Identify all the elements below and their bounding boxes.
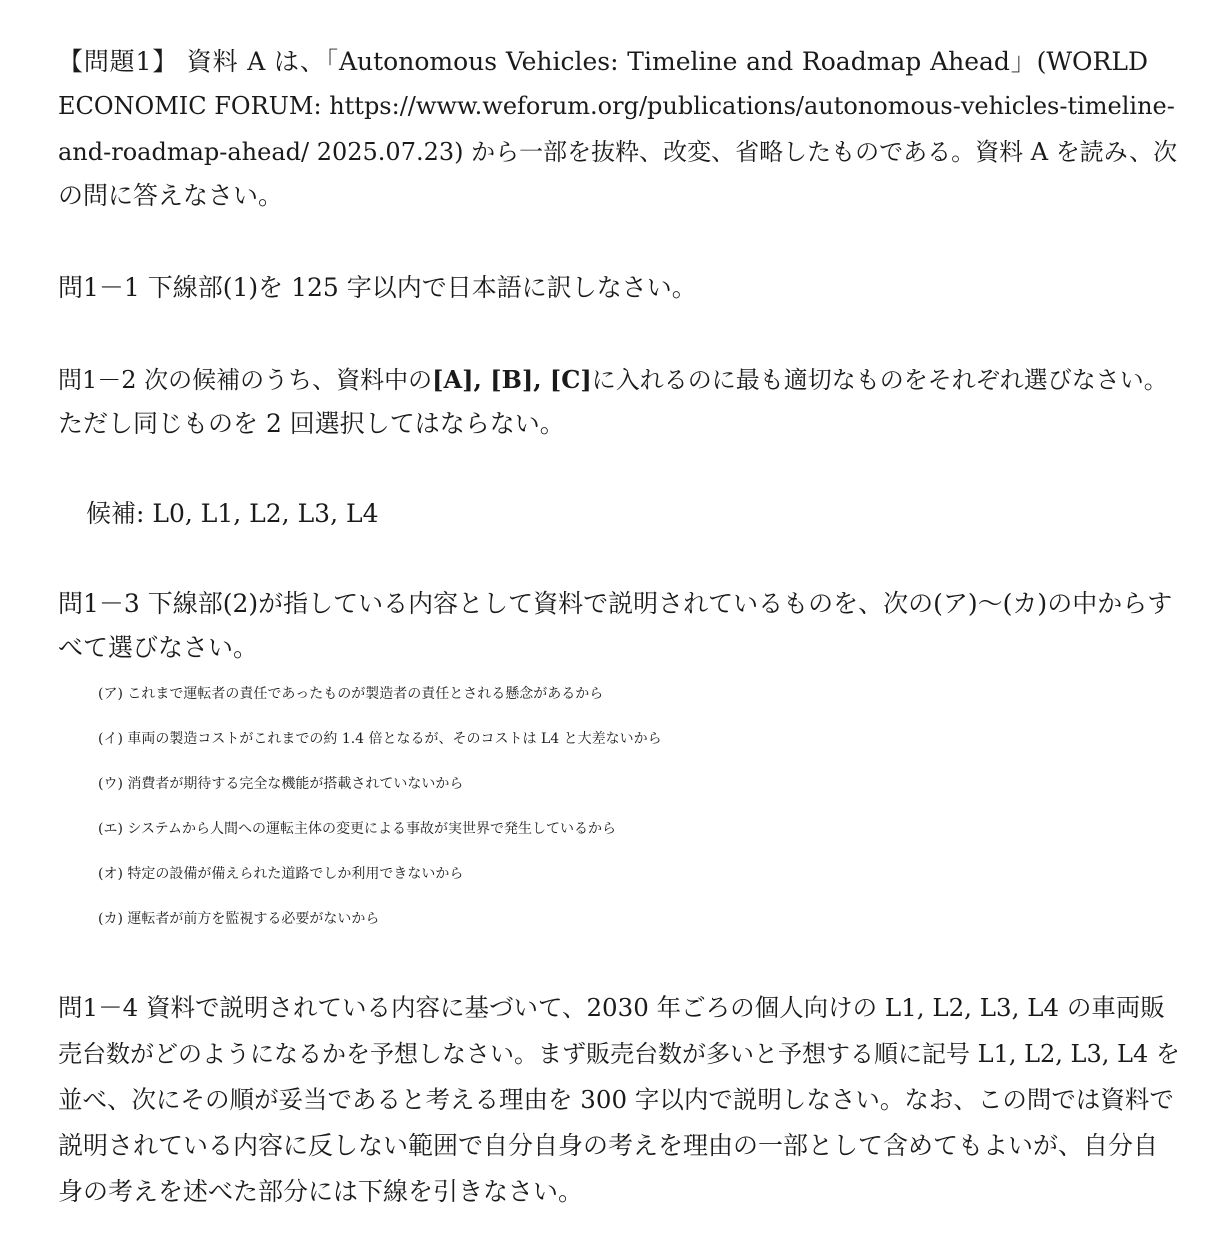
question-1-4-line-5: 身の考えを述べた部分には下線を引きなさい。	[58, 1177, 584, 1206]
intro-line-2: ECONOMIC FORUM: https://www.weforum.org/publications/autonomous-vehicles-timeline-	[58, 92, 1175, 120]
question-1-4-line-2: 売台数がどのようになるかを予想しなさい。まず販売台数が多いと予想する順に記号 L1, L2, L3, L4 を	[58, 1040, 1180, 1068]
question-1-2-prefix: 問1－2 次の候補のうち、資料中の	[58, 366, 433, 394]
question-1-1: 問1－1 下線部(1)を 125 字以内で日本語に訳しなさい。	[58, 273, 697, 302]
question-1-2-line-2: ただし同じものを 2 回選択してはならない。	[58, 409, 565, 438]
intro-line-3: and-roadmap-ahead/ 2025.07.23) から一部を抜粋、改変、省略したものである。資料 A を読み、次	[58, 138, 1178, 166]
question-1-2-line-1	[58, 360, 1168, 400]
question-1-3-line-1: 問1－3 下線部(2)が指している内容として資料で説明されているものを、次の(ア)～(カ)の中からす	[58, 589, 1173, 618]
option-i: (イ) 車両の製造コストがこれまでの約 1.4 倍となるが、そのコストは L4 と大差ないから	[98, 731, 662, 747]
intro-line-1: 【問題1】 資料 A は、「Autonomous Vehicles: Timeline and Roadmap Ahead」(WORLD	[58, 47, 1148, 76]
question-1-2-blanks: [A], [B], [C]	[432, 365, 592, 394]
option-a: (ア) これまで運転者の責任であったものが製造者の責任とされる懸念があるから	[98, 686, 604, 702]
option-ka: (カ) 運転者が前方を監視する必要がないから	[98, 911, 380, 927]
option-o: (オ) 特定の設備が備えられた道路でしか利用できないから	[98, 866, 464, 882]
question-1-4-line-3: 並べ、次にその順が妥当であると考える理由を 300 字以内で説明しなさい。なお、この問では資料で	[58, 1085, 1174, 1114]
question-1-4-line-1: 問1－4 資料で説明されている内容に基づいて、2030 年ごろの個人向けの L1, L2, L3, L4 の車両販	[58, 993, 1165, 1022]
question-1-4-line-4: 説明されている内容に反しない範囲で自分自身の考えを理由の一部として含めてもよいが、自分自	[58, 1131, 1159, 1160]
intro-line-4: の問に答えなさい。	[58, 181, 284, 210]
question-1-2-suffix: に入れるのに最も適切なものをそれぞれ選びなさい。	[591, 366, 1168, 394]
candidates-list: 候補: L0, L1, L2, L3, L4	[86, 499, 379, 528]
option-u: (ウ) 消費者が期待する完全な機能が搭載されていないから	[98, 776, 464, 792]
option-e: (エ) システムから人間への運転主体の変更による事故が実世界で発生しているから	[98, 821, 616, 837]
question-1-3-line-2: べて選びなさい。	[58, 633, 259, 662]
